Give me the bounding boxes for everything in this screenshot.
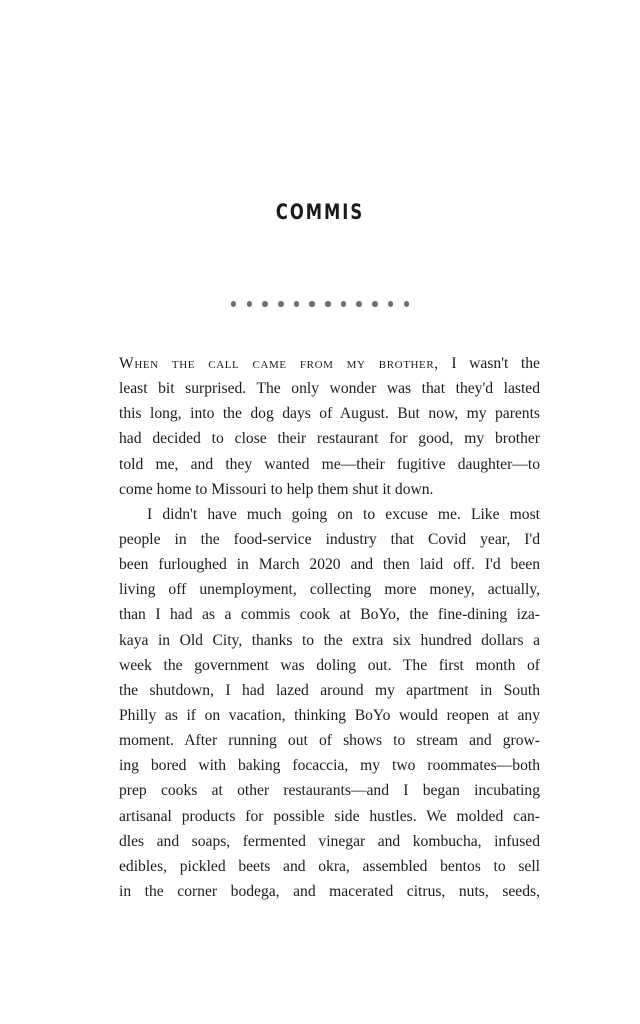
text-line: Philly as if on vacation, thinking BoYo would reopen at any [119,706,540,724]
text-line: ing bored with baking focaccia, my two roommates—both [119,757,540,775]
chapter-title: COMMIS [275,200,365,224]
text-line: been furloughed in March 2020 and then laid off. I'd been [119,556,540,574]
text-line: told me, and they wanted me—their fugitive daughter—to [119,455,540,473]
ornament-dot [388,301,394,307]
text-line: had decided to close their restaurant for good, my brother [119,430,540,448]
text-line: than I had as a commis cook at BoYo, the fine-dining iza- [119,606,540,624]
ornament-divider [0,301,640,307]
text-line: people in the food-service industry that Covid year, I'd [119,530,540,548]
text-line: least bit surprised. The only wonder was that they'd lasted [119,380,540,398]
paragraph-end-line: come home to Missouri to help them shut it down. [119,480,434,498]
ornament-dot [341,301,347,307]
ornament-dot [278,301,284,307]
ornament-dot [309,301,315,307]
ornament-dot [404,301,410,307]
text-line: the shutdown, I had lazed around my apartment in South [119,681,540,699]
ornament-dot [294,301,300,307]
ornament-dot [325,301,331,307]
text-line: living off unemployment, collecting more money, actually, [119,581,540,599]
text-line: edibles, pickled beets and okra, assembled bentos to sell [119,857,540,875]
text-line: in the corner bodega, and macerated citrus, nuts, seeds, [119,882,540,900]
text-line: prep cooks at other restaurants—and I began incubating [119,782,540,800]
lead-in-smallcaps: When the call came from my brother, [119,355,439,372]
text-line: artisanal products for possible side hustles. We molded can- [119,807,540,825]
ornament-dot [247,301,253,307]
body-text [119,351,540,904]
ornament-dot [372,301,378,307]
text-line: kaya in Old City, thanks to the extra six hundred dollars a [119,631,540,649]
text-line: week the government was doling out. The first month of [119,656,540,674]
ornament-dot [231,301,237,307]
ornament-dot [356,301,362,307]
text-line [119,351,540,376]
text-line-rest: I wasn't the [438,355,540,372]
text-line: this long, into the dog days of August. But now, my parents [119,405,540,423]
ornament-dot [262,301,268,307]
ornament-dots [231,301,409,307]
paragraph-start-line: I didn't have much going on to excuse me. Like most [147,505,540,523]
text-line: moment. After running out of shows to stream and grow- [119,732,540,750]
text-line: dles and soaps, fermented vinegar and kombucha, infused [119,832,540,850]
